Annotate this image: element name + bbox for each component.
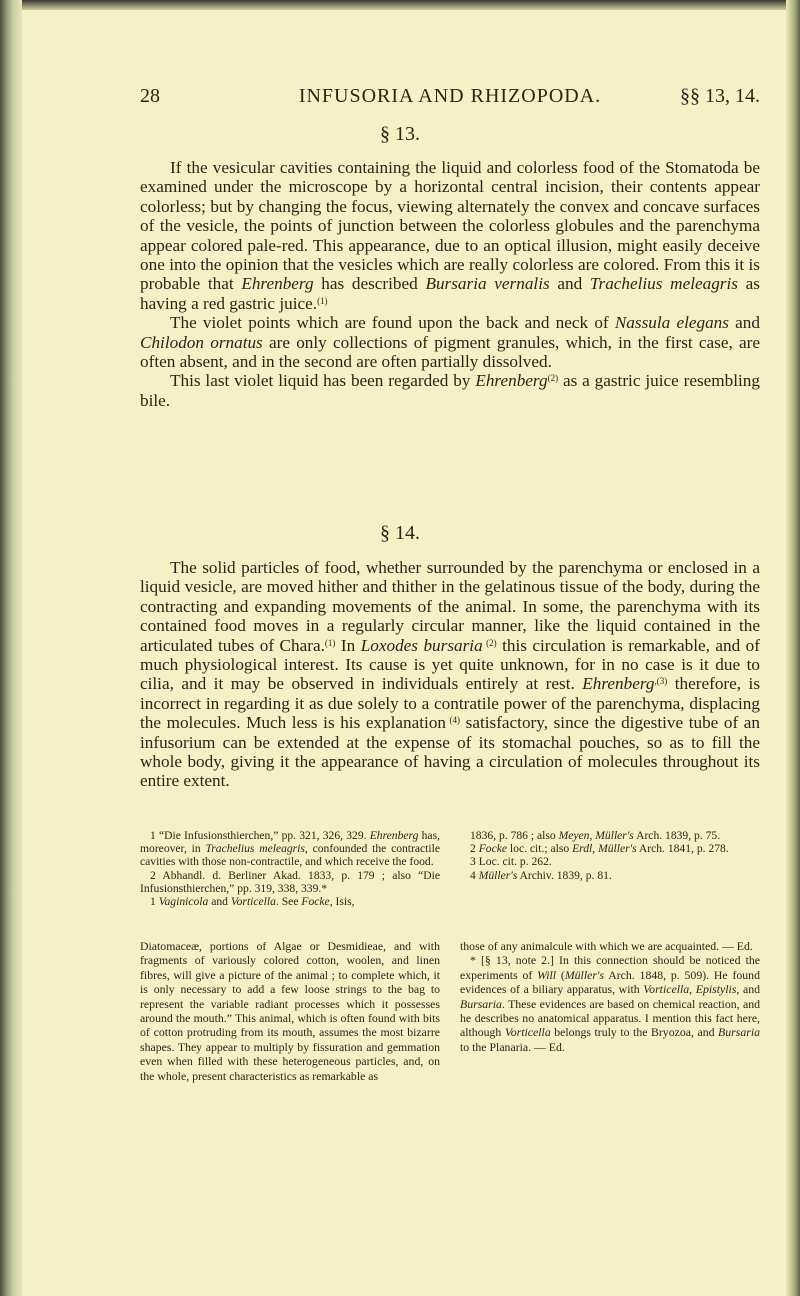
text-run: Diatomaceæ, portions of Algae or Desmidieae, and with fragments of variously colored cotton, woolen, and linen fibres, will give a picture of the animal ; to complete which, it is only necessary to add a few loose strings to the bag to represent the variable radiant processes which it possesses around the mouth.” This animal, which is often found with bits of cotton protruding from its mouth, assumes the most bizarre shapes. They appear to multiply by fissuration and gemmation even when filled with these heterogeneous particles, and, on the whole, present characteristics as remarkable as xyxy=(140,939,440,1083)
text-run: , Isis, xyxy=(329,895,355,909)
italic-text: Trachelius meleagris xyxy=(589,274,738,294)
italic-text: Vorticella xyxy=(504,1025,551,1040)
text-run: this circulation is remarkable, and of much physiological interest. Its cause is yet quite unknown, for in no case is it due to cilia, and it may be observed in individuals entirely at rest. xyxy=(140,635,760,694)
paragraph xyxy=(140,313,760,371)
text-run: has, moreover, in xyxy=(140,829,440,856)
footnote-ref: (4) xyxy=(446,715,461,726)
italic-text: Erdl xyxy=(572,842,593,856)
italic-text: Müller's xyxy=(598,842,637,856)
text-run: The violet points which are found upon the back and neck of xyxy=(170,313,615,333)
italic-text: Chilodon ornatus xyxy=(140,332,263,352)
footnote-ref: (1) xyxy=(324,637,336,648)
paragraph xyxy=(460,829,760,842)
paragraph xyxy=(140,869,440,895)
footnotes-right xyxy=(460,829,760,882)
text-run: 1 “Die Infusionsthierchen,” pp. 321, 326, 329. xyxy=(150,829,370,842)
section-13-body xyxy=(140,158,760,410)
paragraph xyxy=(140,371,760,410)
text-run: . These evidences are based on chemical reaction, and he describes no anatomical apparatus. I mention this fact here, although xyxy=(460,996,760,1040)
footnote-ref: (2) xyxy=(482,637,497,648)
italic-text: Focke xyxy=(301,895,330,909)
text-run: ( xyxy=(556,967,565,982)
text-run: If the vesicular cavities containing the liquid and colorless food of the Stomatoda be examined under the microscope by a horizontal central incision, their contents appear colorless; but by changing the focus, viewing alternately the convex and concave surfaces of the vesicle, the points of junction between the colorless globules and the parenchyma appear colored pale-red. This appearance, due to an optical illusion, might easily deceive one into the opinion that the vesicles which are really colorless are colored. From this it is probable that xyxy=(140,158,760,294)
italic-text: Ehrenberg xyxy=(582,674,655,694)
italic-text: Focke xyxy=(478,842,508,856)
text-run: and xyxy=(208,895,231,909)
text-run: , xyxy=(589,829,596,842)
text-run: as having a red gastric juice. xyxy=(140,274,760,313)
paragraph xyxy=(140,939,440,1083)
text-run: has described xyxy=(313,274,426,294)
paragraph xyxy=(460,869,760,882)
text-run: , confounded the contractile cavities with those non-contractile, and which receive the food. xyxy=(140,842,440,869)
italic-text: Trachelius meleagris xyxy=(205,842,305,856)
text-run: loc. cit.; also xyxy=(507,842,573,856)
italic-text: Ehrenberg xyxy=(475,371,548,391)
footnote-ref: (2) xyxy=(547,373,559,384)
section-14-heading: § 14. xyxy=(380,522,420,544)
text-run: 2 Abhandl. d. Berliner Akad. 1833, p. 179 ; also “Die Infusionsthierchen,” pp. 319, 338, 339.* xyxy=(140,868,440,895)
paragraph xyxy=(140,558,760,791)
text-run: and xyxy=(549,274,590,294)
text-run: 1 xyxy=(150,895,159,909)
italic-text: Bursaria xyxy=(460,996,502,1011)
italic-text: Bursaria xyxy=(718,1025,760,1040)
paragraph xyxy=(140,158,760,313)
italic-text: Müller's xyxy=(478,868,518,882)
text-run: Archiv. 1839, p. 81. xyxy=(517,868,612,882)
section-range: §§ 13, 14. xyxy=(680,85,760,107)
editor-note-left xyxy=(140,939,440,1083)
paragraph xyxy=(460,953,760,1054)
text-run: In xyxy=(335,635,361,655)
text-run: Arch. 1841, p. 278. xyxy=(636,842,729,856)
italic-text: Bursaria vernalis xyxy=(425,274,550,294)
section-13-heading: § 13. xyxy=(380,123,420,145)
italic-text: Loxodes bursaria xyxy=(360,635,483,655)
italic-text: Ehrenberg xyxy=(369,829,419,842)
text-run: to the Planaria. — Ed. xyxy=(460,1039,565,1054)
text-run: therefore, is incorrect in regarding it as due solely to a contratile power of the parenchyma, displacing the molecules. Much less is his explanation xyxy=(140,674,761,733)
text-run: and xyxy=(728,313,760,333)
section-14-body xyxy=(140,558,760,791)
footnote-ref: (1) xyxy=(317,295,328,306)
italic-text: Meyen xyxy=(558,829,590,842)
text-run: * [§ 13, note 2.] In this connection should be noticed the experiments of xyxy=(460,953,760,982)
text-run: 3 Loc. cit. p. 262. xyxy=(470,855,552,869)
text-run: This last violet liquid has been regarded by xyxy=(170,371,476,391)
text-run: 4 xyxy=(470,868,479,882)
text-run: The solid particles of food, whether surrounded by the parenchyma or enclosed in a liquid vesicle, are moved hither and thither in the gelatinous tissue of the body, during the contracting and expanding movements of the animal. In some, the parenchyma with its contained food moves in a regularly circular manner, like the liquid contained in the articulated tubes of Chara. xyxy=(140,558,760,655)
paragraph xyxy=(460,939,760,953)
text-run: , and xyxy=(736,982,761,997)
running-title: INFUSORIA AND RHIZOPODA. xyxy=(298,85,602,107)
book-binding-edge xyxy=(0,0,22,1296)
page-top-edge xyxy=(0,0,800,10)
italic-text: Vorticella xyxy=(643,982,690,997)
running-header xyxy=(140,85,760,111)
paragraph xyxy=(140,895,440,908)
text-run: . See xyxy=(275,895,302,909)
italic-text: Vorticella xyxy=(230,895,276,909)
italic-text: Ehrenberg xyxy=(241,274,314,294)
italic-text: Müller's xyxy=(595,829,634,842)
text-run: , xyxy=(689,982,696,997)
italic-text: Müller's xyxy=(564,967,605,982)
page-number: 28 xyxy=(140,85,160,107)
text-run: Arch. 1848, p. 509). He found evidences of a biliary apparatus, with xyxy=(460,967,760,997)
italic-text: Nassula elegans xyxy=(614,313,729,333)
text-run: 1836, p. 786 ; also xyxy=(470,829,559,842)
footnote-ref: ,(3) xyxy=(654,676,668,687)
text-run: as a gastric juice resembling bile. xyxy=(140,371,760,410)
text-run: are only collections of pigment granules, which, in the first case, are often absent, and in the second are often partially dissolved. xyxy=(140,332,760,372)
paragraph xyxy=(140,829,440,869)
footnotes-left xyxy=(140,829,440,908)
editor-note-right xyxy=(460,939,760,1054)
italic-text: Epistylis xyxy=(695,982,737,997)
text-run: 2 xyxy=(470,842,479,856)
text-run: Arch. 1839, p. 75. xyxy=(633,829,721,842)
text-run: belongs truly to the Bryozoa, and xyxy=(550,1025,719,1040)
italic-text: Will xyxy=(537,967,557,982)
paragraph xyxy=(460,855,760,868)
page-right-edge xyxy=(786,0,800,1296)
italic-text: Vaginicola xyxy=(158,895,209,909)
text-run: satisfactory, since the digestive tube of an infusorium can be extended at the expense of its stomachal pouches, so as to fill the whole body, giving it the appearance of having a circulation of molecules throughout its entire extent. xyxy=(140,713,761,791)
text-run: , xyxy=(592,842,599,856)
paragraph xyxy=(460,842,760,855)
text-run: those of any animalcule with which we are acquainted. — Ed. xyxy=(460,939,753,953)
